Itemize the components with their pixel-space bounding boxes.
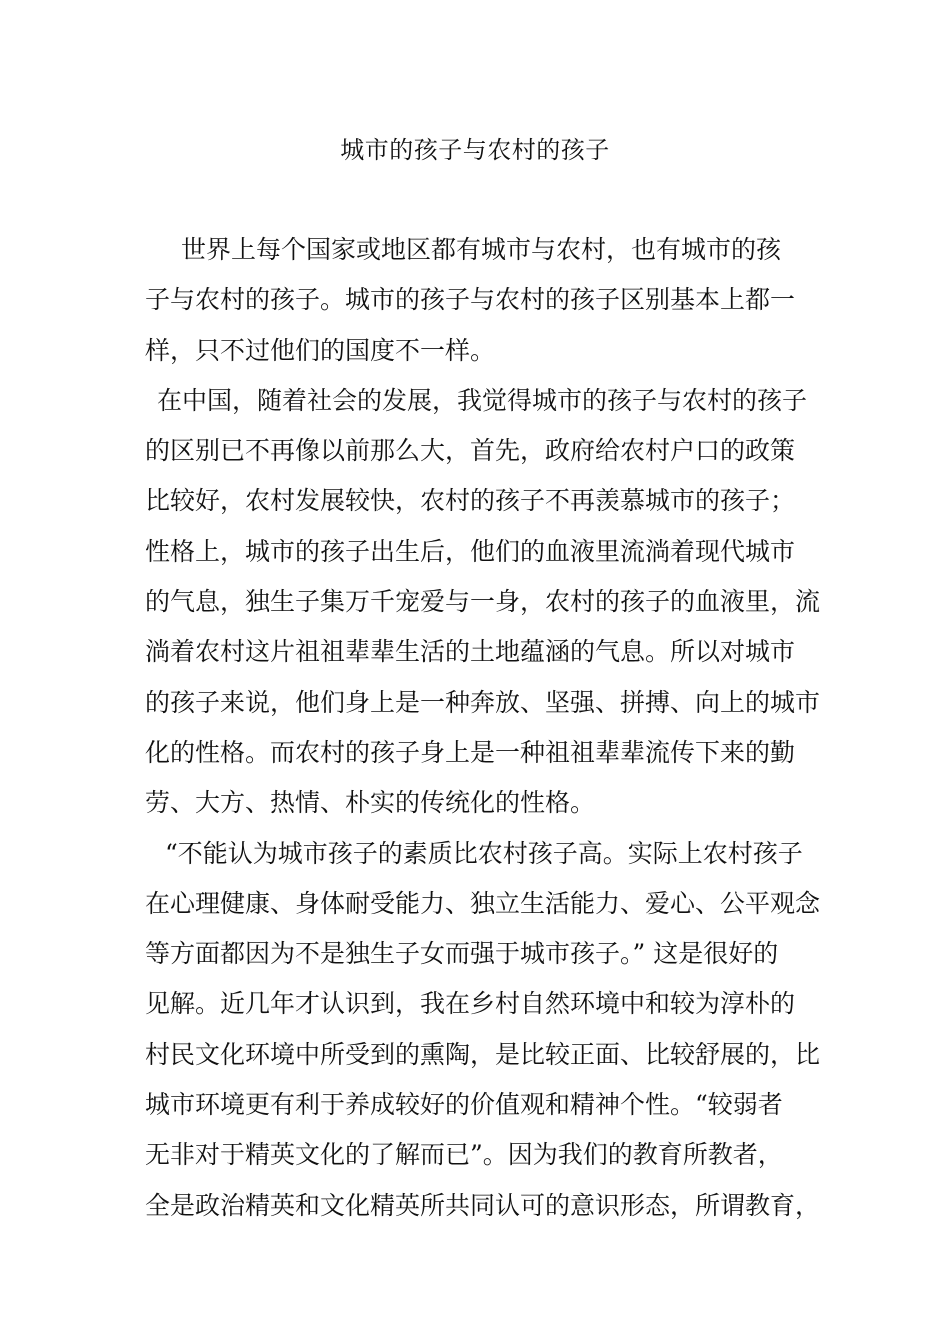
paragraph-2-line: 的孩子来说，他们身上是一种奔放、坚强、拼搏、向上的城市 bbox=[145, 687, 821, 717]
paragraph-3-line: 在心理健康、身体耐受能力、独立生活能力、爱心、公平观念 bbox=[145, 888, 821, 918]
paragraph-1-line: 子与农村的孩子。城市的孩子与农村的孩子区别基本上都一 bbox=[145, 285, 796, 315]
paragraph-3-line: 全是政治精英和文化精英所共同认可的意识形态，所谓教育， bbox=[145, 1190, 821, 1220]
document-title: 城市的孩子与农村的孩子 bbox=[340, 136, 610, 164]
document-body bbox=[145, 228, 821, 1234]
paragraph-3-line: 村民文化环境中所受到的熏陶，是比较正面、比较舒展的，比 bbox=[145, 1039, 821, 1069]
paragraph-3-line: 无非对于精英文化的了解而已”。因为我们的教育所教者， bbox=[145, 1140, 783, 1170]
paragraph-1-line: 样，只不过他们的国度不一样。 bbox=[145, 335, 496, 365]
paragraph-3-line: 城市环境更有利于养成较好的价值观和精神个性。“较弱者 bbox=[145, 1090, 783, 1120]
paragraph-2-line: 的气息，独生子集万千宠爱与一身，农村的孩子的血液里，流 bbox=[145, 587, 821, 617]
paragraph-2-line: 淌着农村这片祖祖辈辈生活的土地蕴涵的气息。所以对城市 bbox=[145, 637, 796, 667]
paragraph-2-line: 劳、大方、热情、朴实的传统化的性格。 bbox=[145, 788, 596, 818]
paragraph-2-line: 化的性格。而农村的孩子身上是一种祖祖辈辈流传下来的勤 bbox=[145, 737, 796, 767]
paragraph-2-line: 比较好，农村发展较快，农村的孩子不再羡慕城市的孩子； bbox=[145, 486, 796, 516]
paragraph-3-line: “不能认为城市孩子的素质比农村孩子高。实际上农村孩子 bbox=[165, 838, 803, 868]
paragraph-2-line: 性格上，城市的孩子出生后，他们的血液里流淌着现代城市 bbox=[145, 536, 796, 566]
paragraph-2-line: 的区别已不再像以前那么大，首先，政府给农村户口的政策 bbox=[145, 436, 796, 466]
paragraph-3-line: 见解。近几年才认识到，我在乡村自然环境中和较为淳朴的 bbox=[145, 989, 796, 1019]
paragraph-2-line: 在中国，随着社会的发展，我觉得城市的孩子与农村的孩子 bbox=[157, 385, 808, 415]
paragraph-3-line: 等方面都因为不是独生子女而强于城市孩子。” 这是很好的 bbox=[145, 939, 779, 969]
paragraph-1-line: 世界上每个国家或地区都有城市与农村，也有城市的孩 bbox=[181, 235, 782, 264]
